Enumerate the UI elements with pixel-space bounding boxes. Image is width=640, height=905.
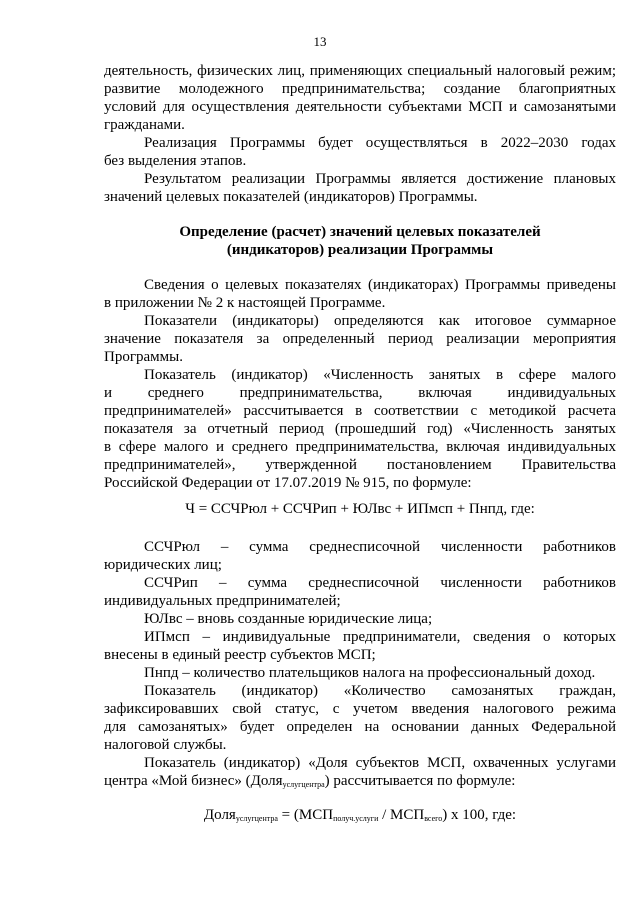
text-line: без выделения этапов. — [104, 153, 247, 169]
text-line: Программы. — [104, 349, 183, 365]
section-heading: (индикаторов) реализации Программы — [226, 242, 494, 258]
text-line: показателя за отчетный период (прошедший год) «Численность занятых — [104, 421, 616, 437]
text-line: Результатом реализации Программы является достижение плановых — [144, 171, 616, 187]
text-line: предпринимателей», утвержденной постановлением Правительства — [104, 457, 616, 473]
text-line: Реализация Программы будет осуществляться в 2022–2030 годах — [144, 135, 616, 151]
text-line: Российской Федерации от 17.07.2019 № 915, по формуле: — [104, 475, 472, 491]
text-line: ЮЛвс – вновь созданные юридические лица; — [144, 611, 433, 627]
text-line: юридических лиц; — [104, 557, 222, 573]
text-line: зафиксировавших свой статус, с учетом введения налогового режима — [104, 701, 616, 717]
text-line: в приложении № 2 к настоящей Программе. — [104, 295, 386, 311]
text-line: Показатель (индикатор) «Количество самозанятых граждан, — [144, 683, 616, 699]
text-line: Показатель (индикатор) «Доля субъектов МСП, охваченных услугами — [144, 755, 616, 771]
text-line: гражданами. — [104, 117, 185, 133]
text-line: ССЧРип – сумма среднесписочной численности работников — [144, 575, 616, 591]
text-line: центра «Мой бизнес» (Доля$_{услугцентра}$) рассчитывается по формуле: — [104, 773, 516, 789]
text-line: налоговой службы. — [104, 737, 227, 753]
formula: Ч = ССЧРюл + ССЧРип + ЮЛвс + ИПмсп + Пнпд, где: — [185, 501, 535, 517]
text-line: значение показателя за определенный период реализации мероприятия — [104, 331, 616, 347]
text-line: и среднего предпринимательства, включая индивидуальных — [104, 385, 616, 401]
text-line: в сфере малого и среднего предпринимательства, включая индивидуальных — [104, 439, 616, 455]
text-line: деятельность, физических лиц, применяющих специальный налоговый режим; — [104, 63, 616, 79]
text-line: ССЧРюл – сумма среднесписочной численности работников — [144, 539, 616, 555]
text-line: индивидуальных предпринимателей; — [104, 593, 341, 609]
text-line: значений целевых показателей (индикаторов) Программы. — [104, 189, 478, 205]
text-line: условий для осуществления деятельности субъектами МСП и самозанятыми — [104, 99, 616, 115]
text-line: развитие молодежного предпринимательства; создание благоприятных — [104, 81, 616, 97]
text-line: Показатели (индикаторы) определяются как итоговое суммарное — [144, 313, 616, 329]
text-line: ИПмсп – индивидуальные предприниматели, сведения о которых — [144, 629, 616, 645]
section-heading: Определение (расчет) значений целевых показателей — [179, 224, 541, 240]
formula: Доля$_{услугцентра}$ = $(МСП_{получ.услуги} / МСП_{всего})$ х 100, где: — [203, 807, 517, 823]
text-line: внесены в единый реестр субъектов МСП; — [104, 647, 376, 663]
text-line: для самозанятых» будет определен на основании данных Федеральной — [104, 719, 616, 735]
text-line: Показатель (индикатор) «Численность занятых в сфере малого — [144, 367, 616, 383]
text-line: Пнпд – количество плательщиков налога на профессиональный доход. — [144, 665, 596, 681]
text-line: Сведения о целевых показателях (индикаторах) Программы приведены — [144, 277, 616, 293]
page-number: 13 — [313, 34, 327, 49]
text-line: предпринимателей» рассчитывается в соответствии с методикой расчета — [104, 403, 616, 419]
